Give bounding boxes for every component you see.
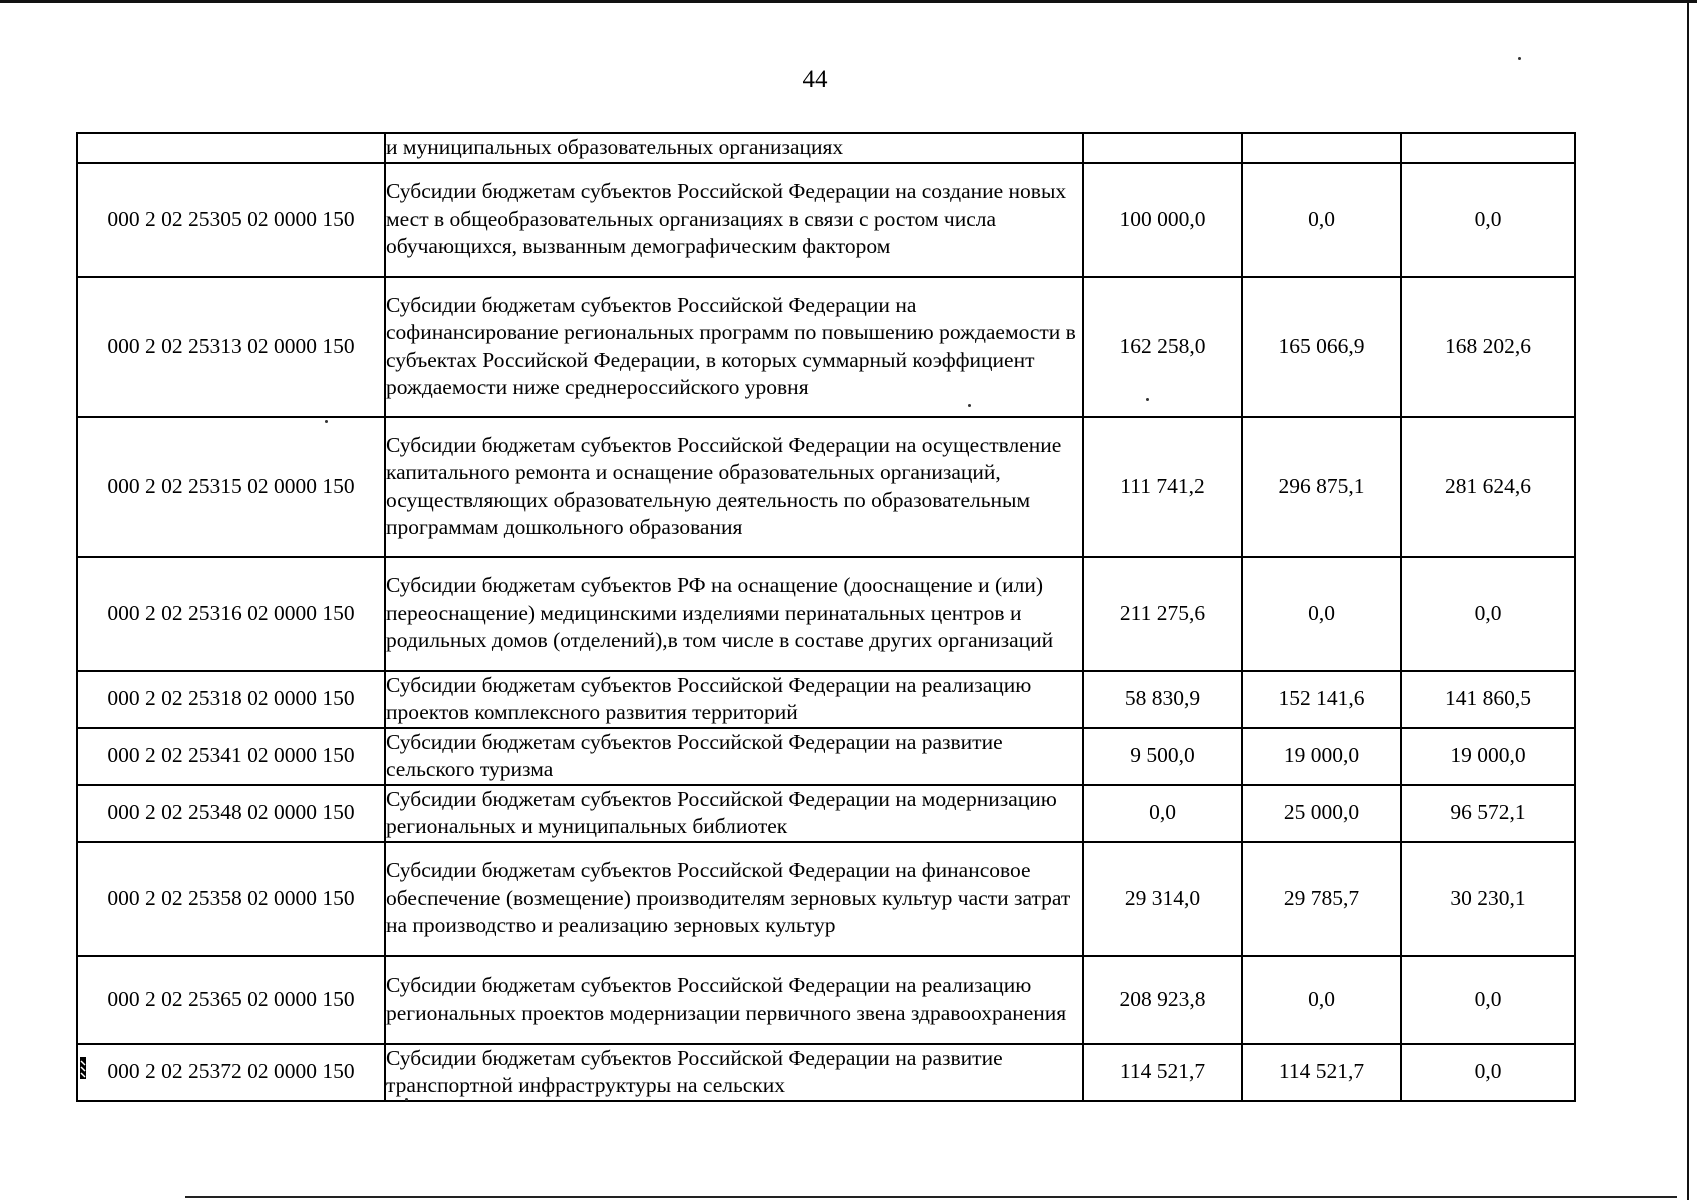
amount-year3-cell: 281 624,6	[1401, 417, 1575, 557]
amount-year2-cell: 19 000,0	[1242, 728, 1401, 785]
amount-year3-cell: 30 230,1	[1401, 842, 1575, 956]
budget-code-cell: 000 2 02 25348 02 0000 150	[77, 785, 385, 842]
amount-year3-cell: 19 000,0	[1401, 728, 1575, 785]
amount-year1-cell: 0,0	[1083, 785, 1242, 842]
amount-year1-cell: 9 500,0	[1083, 728, 1242, 785]
bottom-border-line	[185, 1196, 1677, 1198]
table-row	[77, 557, 1575, 671]
scan-speck	[405, 1098, 408, 1101]
amount-year2-cell: 29 785,7	[1242, 842, 1401, 956]
amount-year1-cell: 211 275,6	[1083, 557, 1242, 671]
continuation-row	[77, 133, 1575, 163]
scan-speck	[1518, 57, 1521, 60]
amount-year3-cell: 0,0	[1401, 956, 1575, 1044]
page-number: 44	[802, 66, 828, 93]
amount-year1-cell: 114 521,7	[1083, 1044, 1242, 1101]
year3-cell-empty	[1401, 133, 1575, 163]
description-cell: Субсидии бюджетам субъектов Российской Федерации на финансовое обеспечение (возмещение) производителям зерновых культур части затрат на производство и реализацию зерновых культур	[385, 842, 1083, 956]
description-cell: Субсидии бюджетам субъектов Российской Федерации на реализацию проектов комплексного развития территорий	[385, 671, 1083, 728]
table-row	[77, 277, 1575, 417]
description-cell: Субсидии бюджетам субъектов Российской Федерации на создание новых мест в общеобразовательных организациях в связи с ростом числа обучающихся, вызванным демографическим фактором	[385, 163, 1083, 277]
budget-code-cell: 000 2 02 25365 02 0000 150	[77, 956, 385, 1044]
right-border-line	[1687, 0, 1689, 1200]
amount-year3-cell: 0,0	[1401, 1044, 1575, 1101]
scan-speck	[1146, 398, 1149, 401]
amount-year2-cell: 152 141,6	[1242, 671, 1401, 728]
amount-year1-cell: 111 741,2	[1083, 417, 1242, 557]
amount-year2-cell: 114 521,7	[1242, 1044, 1401, 1101]
amount-year2-cell: 296 875,1	[1242, 417, 1401, 557]
table-row	[77, 1044, 1575, 1101]
amount-year2-cell: 25 000,0	[1242, 785, 1401, 842]
table-row	[77, 671, 1575, 728]
budget-code-cell: 000 2 02 25313 02 0000 150	[77, 277, 385, 417]
budget-code-cell: 000 2 02 25341 02 0000 150	[77, 728, 385, 785]
amount-year1-cell: 29 314,0	[1083, 842, 1242, 956]
scan-speck	[325, 420, 328, 423]
amount-year3-cell: 168 202,6	[1401, 277, 1575, 417]
table-row	[77, 956, 1575, 1044]
amount-year1-cell: 58 830,9	[1083, 671, 1242, 728]
top-border-line	[0, 0, 1697, 3]
amount-year2-cell: 0,0	[1242, 163, 1401, 277]
budget-code-cell: 000 2 02 25358 02 0000 150	[77, 842, 385, 956]
budget-code-cell: 000 2 02 25305 02 0000 150	[77, 163, 385, 277]
amount-year3-cell: 0,0	[1401, 163, 1575, 277]
table-row	[77, 728, 1575, 785]
table-row	[77, 417, 1575, 557]
amount-year3-cell: 141 860,5	[1401, 671, 1575, 728]
table-body	[77, 133, 1575, 1101]
scan-mark-icon	[78, 1055, 88, 1081]
year1-cell-empty	[1083, 133, 1242, 163]
description-cell: Субсидии бюджетам субъектов Российской Федерации на софинансирование региональных программ по повышению рождаемости в субъектах Российской Федерации, в которых суммарный коэффициент рождаемости ниже среднероссийского уровня	[385, 277, 1083, 417]
table-row	[77, 163, 1575, 277]
continuation-description: и муниципальных образовательных организациях	[385, 133, 1083, 163]
scan-speck	[968, 404, 971, 407]
budget-revenue-table	[76, 132, 1576, 1102]
budget-code-cell: 000 2 02 25315 02 0000 150	[77, 417, 385, 557]
budget-code-cell: 000 2 02 25318 02 0000 150	[77, 671, 385, 728]
table-row	[77, 785, 1575, 842]
amount-year1-cell: 208 923,8	[1083, 956, 1242, 1044]
amount-year3-cell: 0,0	[1401, 557, 1575, 671]
budget-code-cell: 000 2 02 25372 02 0000 150	[77, 1044, 385, 1101]
budget-code-cell: 000 2 02 25316 02 0000 150	[77, 557, 385, 671]
table-row	[77, 842, 1575, 956]
description-cell: Субсидии бюджетам субъектов РФ на оснащение (дооснащение и (или) переоснащение) медицинскими изделиями перинатальных центров и родильных домов (отделений),в том числе в составе других организаций	[385, 557, 1083, 671]
amount-year3-cell: 96 572,1	[1401, 785, 1575, 842]
year2-cell-empty	[1242, 133, 1401, 163]
description-cell: Субсидии бюджетам субъектов Российской Федерации на реализацию региональных проектов модернизации первичного звена здравоохранения	[385, 956, 1083, 1044]
amount-year1-cell: 100 000,0	[1083, 163, 1242, 277]
amount-year1-cell: 162 258,0	[1083, 277, 1242, 417]
code-cell-empty	[77, 133, 385, 163]
description-cell: Субсидии бюджетам субъектов Российской Федерации на осуществление капитального ремонта и оснащение образовательных организаций, осуществляющих образовательную деятельность по образовательным программам дошкольного образования	[385, 417, 1083, 557]
description-cell: Субсидии бюджетам субъектов Российской Федерации на развитие транспортной инфраструктуры на сельских	[385, 1044, 1083, 1101]
description-cell: Субсидии бюджетам субъектов Российской Федерации на развитие сельского туризма	[385, 728, 1083, 785]
description-cell: Субсидии бюджетам субъектов Российской Федерации на модернизацию региональных и муниципальных библиотек	[385, 785, 1083, 842]
amount-year2-cell: 0,0	[1242, 956, 1401, 1044]
amount-year2-cell: 0,0	[1242, 557, 1401, 671]
amount-year2-cell: 165 066,9	[1242, 277, 1401, 417]
